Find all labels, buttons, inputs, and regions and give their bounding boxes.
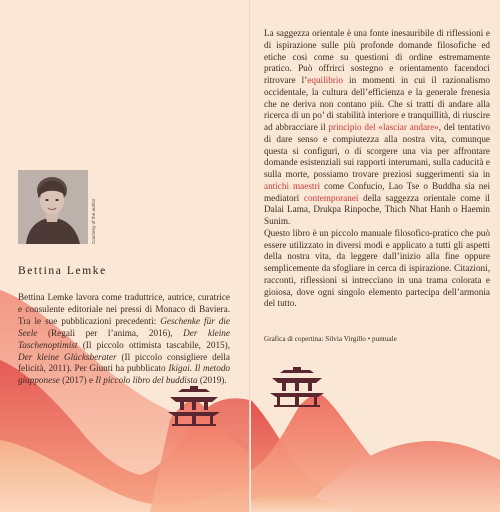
back-cover xyxy=(251,0,500,512)
photo-credit: Courtesy of the author xyxy=(91,198,96,244)
description-paragraph-2: Questo libro è un piccolo manuale filosofico-pratico che può essere utilizzato in diversi modi e applicato a tutti gli aspetti della nostra vita, da leggere dall’inizio alla fine oppure semplicemente da sfogliare in cerca di ispirazione. Citazioni, racconti, riflessioni si intrecciano in una trama colorata e gioiosa, dove ogni singolo elemento partecipa dell’armonia del tutto. xyxy=(264,227,490,309)
highlight-contemporanei: contemporanei xyxy=(303,192,359,203)
highlight-equilibrio: equilibrio xyxy=(307,75,344,85)
highlight-lasciar-andare: principio del «lasciar andare» xyxy=(328,122,439,132)
author-bio: Bettina Lemke lavora come traduttrice, autrice, curatrice e consulente editoriale nei pressi di Monaco di Baviera. Tra le sue pubblicazioni precedenti: Geschenke für die Seele (Regali per l’anima, 2016), Der kleine Taschenoptimist (Il piccolo ottimista tascabile, 2015), Der kleine Glücksberater (Il piccolo consigliere della felicità, 2011). Per Giunti ha pubblicato Ikigai. Il metodo giapponese (2017) e Il piccolo libro del buddista (2019). xyxy=(18,292,231,386)
author-flap xyxy=(0,0,249,512)
highlight-antichi-maestri: antichi maestri xyxy=(264,180,321,191)
cover-credit: Grafica di copertina: Silvia Virgillo • puntuale xyxy=(264,335,397,343)
author-photo xyxy=(18,170,88,244)
author-name: Bettina Lemke xyxy=(18,265,107,277)
book-description: La saggezza orientale è una fonte inesauribile di riflessioni e di ispirazione sulle più profonde domande filosofiche ed etiche così come su questioni di ordine estremamente pratico. Può offrirci sostegno e orientamento facendoci ritrovare l’equilibrio in momenti in cui il razionalismo occidentale, la cultura dell’efficienza e la generale frenesia che ne deriva non contano più. Che si tratti di andare alla ricerca di un po’ di stabilità interiore e tranquillità, di riuscire ad abbracciare il principio del «lasciar andare», del tentativo di dare senso e compiutezza alla nostra vita, comunque questa si configuri, o di scorgere una via per affrontare domande esistenziali sui rapporti interumani, sulla caducità e sulla morte, possiamo trovare preziosi suggerimenti sia in antichi maestri come Confucio, Lao Tse o Buddha sia nei mediatori contemporanei della saggezza orientale come il Dalai Lama, Drukpa Rinpoche, Thich Nhat Hanh o Haemin Sunim. Questo libro è un piccolo manuale filosofico-pratico che può essere utilizzato in diversi modi e applicato a tutti gli aspetti della nostra vita, da leggere dall’inizio alla fine oppure semplicemente da sfogliare in cerca di ispirazione. Citazioni, racconti, riflessioni si intrecciano in una trama colorata e gioiosa, dove ogni singolo elemento partecipa dell’armonia del tutto. xyxy=(264,28,491,309)
